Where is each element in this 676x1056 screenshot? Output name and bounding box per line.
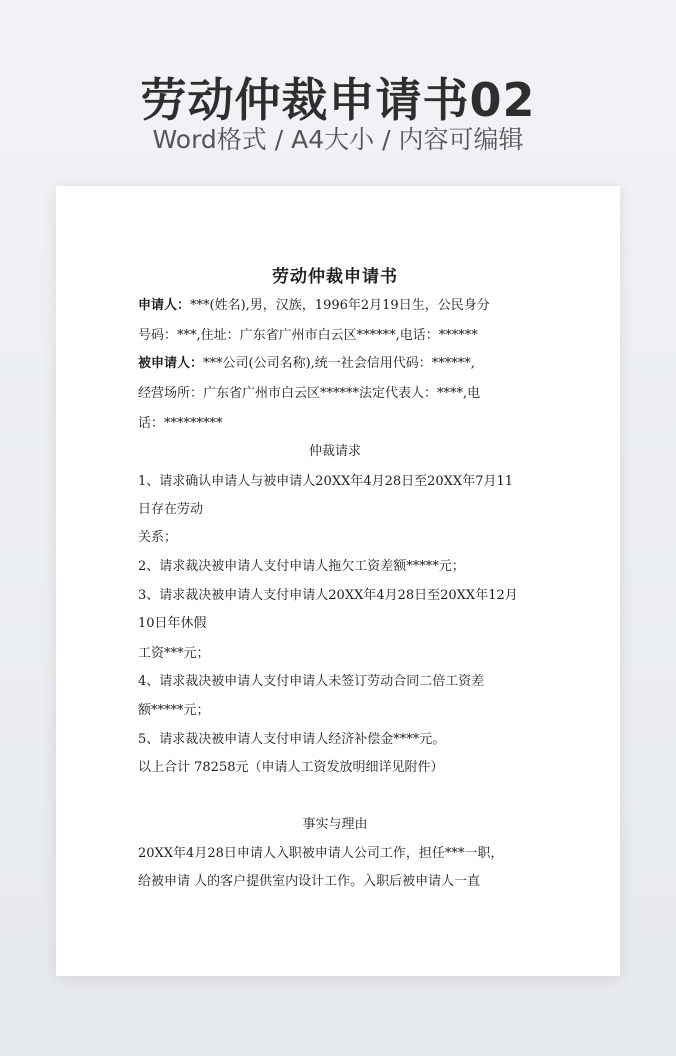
claim-3-line-2: 10日年休假 xyxy=(138,616,207,631)
applicant-label: 申请人： xyxy=(138,298,191,313)
banner-title: 劳动仲裁申请书02 xyxy=(140,73,536,127)
claim-1-line-3: 关系； xyxy=(138,530,178,545)
document-page xyxy=(56,186,620,976)
claim-4-line-1: 4、请求裁决被申请人支付申请人未签订劳动合同二倍工资差 xyxy=(138,674,485,689)
document-title: 劳动仲裁申请书 xyxy=(272,267,398,287)
claim-1-line-1: 1、请求确认申请人与被申请人20XX年4月28日至20XX年7月11 xyxy=(138,474,514,489)
respondent-line-1 xyxy=(138,354,475,374)
claims-heading: 仲裁请求 xyxy=(308,444,361,459)
respondent-line-3: 话：********* xyxy=(138,416,223,431)
respondent-line-2: 经营场所：广东省广州市白云区******法定代表人：****,电 xyxy=(138,386,481,401)
facts-heading: 事实与理由 xyxy=(302,817,368,832)
applicant-info: ***(姓名),男，汉族，1996年2月19日生，公民身分 xyxy=(190,298,490,313)
banner-subtitle: Word格式 / A4大小 / 内容可编辑 xyxy=(152,125,524,154)
claim-5: 5、请求裁决被申请人支付申请人经济补偿金****元。 xyxy=(138,732,446,747)
claim-3-line-1: 3、请求裁决被申请人支付申请人20XX年4月28日至20XX年12月 xyxy=(138,588,518,603)
respondent-label: 被申请人： xyxy=(138,356,204,371)
facts-line-1: 20XX年4月28日申请人入职被申请人公司工作，担任***一职， xyxy=(138,846,504,861)
claim-1-line-2: 日存在劳动 xyxy=(138,502,204,517)
respondent-info: ***公司(公司名称),统一社会信用代码：******, xyxy=(203,356,475,371)
claim-4-line-2: 额*****元； xyxy=(138,703,210,718)
total-line: 以上合计 78258元（申请人工资发放明细详见附件） xyxy=(138,760,444,775)
applicant-line-2: 号码：***,住址：广东省广州市白云区******,电话：****** xyxy=(138,328,478,343)
applicant-line-1 xyxy=(138,296,490,316)
claim-2: 2、请求裁决被申请人支付申请人拖欠工资差额*****元； xyxy=(138,559,465,574)
facts-line-2: 给被申请 人的客户提供室内设计工作。入职后被申请人一直 xyxy=(138,874,481,889)
claim-3-line-3: 工资***元； xyxy=(138,646,210,661)
